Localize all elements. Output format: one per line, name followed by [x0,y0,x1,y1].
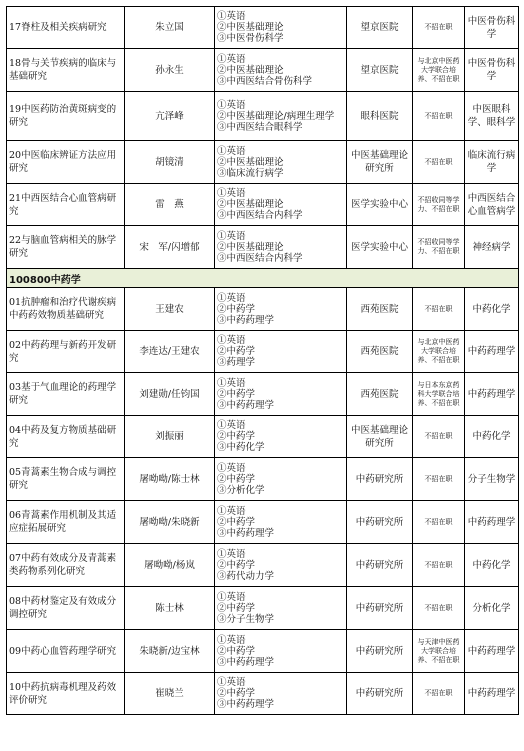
research-direction: 04中药及复方物质基础研究 [7,416,125,458]
discipline: 中药化学 [465,416,519,458]
exam-subject: ①英语 [217,505,246,517]
training-unit: 西苑医院 [347,288,413,331]
exam-subject: ③中药化学 [217,442,265,453]
research-direction: 02中药药理与新药开发研究 [7,331,125,373]
exam-subject: ②中药学 [217,688,256,699]
research-direction: 03基于气血理论的药理学研究 [7,373,125,416]
research-direction: 20中医临床辨证方法应用研究 [7,141,125,184]
training-unit: 中药研究所 [347,544,413,587]
exam-subject: ③分析化学 [217,484,265,496]
remarks: 不招收同等学力、不招在职 [413,184,465,226]
exam-subject: ②中药学 [217,559,256,571]
exam-subject: ①英语 [217,145,246,157]
exam-subject: ①英语 [217,99,246,111]
exam-subject: ③分子生物学 [217,613,275,625]
exam-subjects [215,331,347,373]
tutor-name: 屠呦呦/陈士林 [125,458,215,501]
research-direction: 09中药心血管药理学研究 [7,630,125,673]
remarks: 不招在职 [413,673,465,715]
table-row [7,226,519,269]
exam-subject: ②中药学 [217,645,256,657]
discipline: 神经病学 [465,226,519,269]
discipline: 中药药理学 [465,331,519,373]
tutor-name: 屠呦呦/朱晓新 [125,501,215,544]
training-unit: 中药研究所 [347,673,413,715]
table-row [7,7,519,49]
exam-subject: ①英语 [217,188,246,199]
table-row [7,141,519,184]
exam-subjects [215,501,347,544]
table-row [7,501,519,544]
table-row [7,673,519,715]
exam-subject: ③中医骨伤科学 [217,33,284,44]
table-row [7,184,519,226]
remarks: 不招在职 [413,141,465,184]
discipline: 中药化学 [465,288,519,331]
exam-subjects [215,544,347,587]
exam-subjects [215,630,347,673]
exam-subject: ②中医基础理论 [217,156,284,168]
discipline: 中医骨伤科学 [465,49,519,92]
research-direction: 01抗肿瘤和治疗代谢疾病中药药效物质基础研究 [7,288,125,331]
exam-subject: ①英语 [217,591,246,603]
exam-subject: ③中西医结合内科学 [217,252,303,264]
exam-subject: ②中医基础理论 [217,199,284,210]
discipline: 中医骨伤科学 [465,7,519,49]
exam-subject: ③中西医结合骨伤科学 [217,75,313,87]
exam-subject: ③中西医结合眼科学 [217,121,303,133]
remarks: 不招在职 [413,288,465,331]
exam-subject: ③中药药理学 [217,656,275,668]
exam-subject: ②中医基础理论 [217,241,284,253]
exam-subject: ①英语 [217,230,246,242]
exam-subjects [215,416,347,458]
exam-subject: ①英语 [217,292,246,304]
discipline: 分析化学 [465,587,519,630]
exam-subject: ③中药药理学 [217,314,275,326]
tutor-name: 胡镜清 [125,141,215,184]
tutor-name: 雷 燕 [125,184,215,226]
remarks: 与北京中医药大学联合培养、不招在职 [413,331,465,373]
remarks: 不招在职 [413,587,465,630]
exam-subject: ②中药学 [217,473,256,485]
table-row [7,373,519,416]
exam-subject: ②中医基础理论/病理生理学 [217,110,335,122]
remarks: 不招在职 [413,544,465,587]
exam-subjects [215,226,347,269]
tutor-name: 刘建勋/任钧国 [125,373,215,416]
exam-subjects [215,184,347,226]
training-unit: 西苑医院 [347,373,413,416]
discipline: 分子生物学 [465,458,519,501]
exam-subject: ①英语 [217,462,246,474]
research-direction: 19中医药防治黄斑病变的研究 [7,92,125,141]
remarks: 不招在职 [413,7,465,49]
exam-subject: ①英语 [217,11,246,22]
exam-subject: ①英语 [217,420,246,431]
exam-subject: ①英语 [217,335,246,346]
exam-subjects [215,92,347,141]
research-direction: 07中药有效成分及青蒿素类药物系列化研究 [7,544,125,587]
exam-subject: ②中药学 [217,516,256,528]
table-row [7,49,519,92]
exam-subjects [215,587,347,630]
training-unit: 中药研究所 [347,501,413,544]
section-header-row [7,269,519,288]
training-unit: 中药研究所 [347,587,413,630]
tutor-name: 孙永生 [125,49,215,92]
exam-subject: ②中医基础理论 [217,64,284,76]
exam-subjects [215,373,347,416]
training-unit: 西苑医院 [347,331,413,373]
exam-subject: ③药代动力学 [217,570,275,582]
exam-subject: ②中药学 [217,346,256,357]
exam-subject: ①英语 [217,634,246,646]
training-unit: 中药研究所 [347,458,413,501]
remarks: 不招收同等学力、不招在职 [413,226,465,269]
training-unit: 中医基础理论研究所 [347,141,413,184]
discipline: 中医眼科学、眼科学 [465,92,519,141]
exam-subject: ③中西医结合内科学 [217,210,303,221]
exam-subjects [215,49,347,92]
discipline: 临床流行病学 [465,141,519,184]
exam-subject: ③中药药理学 [217,399,275,411]
remarks: 不招在职 [413,501,465,544]
research-direction: 21中西医结合心血管病研究 [7,184,125,226]
table-row [7,458,519,501]
exam-subject: ③中药药理学 [217,699,275,710]
tutor-name: 李连达/王建农 [125,331,215,373]
research-direction: 06青蒿素作用机制及其适应症拓展研究 [7,501,125,544]
training-unit: 眼科医院 [347,92,413,141]
research-direction: 18骨与关节疾病的临床与基础研究 [7,49,125,92]
exam-subjects [215,673,347,715]
tutor-name: 亢泽峰 [125,92,215,141]
training-unit: 望京医院 [347,7,413,49]
exam-subject: ②中药学 [217,303,256,315]
discipline: 中西医结合心血管病学 [465,184,519,226]
exam-subjects [215,7,347,49]
remarks: 不招在职 [413,92,465,141]
exam-subject: ②中医基础理论 [217,22,284,33]
training-unit: 医学实验中心 [347,184,413,226]
exam-subject: ③药理学 [217,357,256,368]
section-title: 100800中药学 [7,269,519,288]
catalog-table-body [7,7,519,715]
remarks: 不招在职 [413,458,465,501]
table-row [7,92,519,141]
exam-subject: ②中药学 [217,602,256,614]
table-row [7,288,519,331]
table-row [7,416,519,458]
training-unit: 望京医院 [347,49,413,92]
tutor-name: 陈士林 [125,587,215,630]
exam-subject: ①英语 [217,548,246,560]
discipline: 中药化学 [465,544,519,587]
exam-subjects [215,288,347,331]
research-direction: 10中药抗病毒机理及药效评价研究 [7,673,125,715]
research-direction: 17脊柱及相关疾病研究 [7,7,125,49]
exam-subject: ①英语 [217,677,246,688]
tutor-name: 刘振丽 [125,416,215,458]
exam-subject: ②中药学 [217,431,256,442]
exam-subject: ③临床流行病学 [217,167,284,179]
exam-subject: ①英语 [217,377,246,389]
tutor-name: 崔晓兰 [125,673,215,715]
enrollment-catalog-table [6,6,519,715]
discipline: 中药药理学 [465,501,519,544]
remarks: 与北京中医药大学联合培养、不招在职 [413,49,465,92]
exam-subject: ③中药药理学 [217,527,275,539]
table-row [7,630,519,673]
tutor-name: 朱立国 [125,7,215,49]
discipline: 中药药理学 [465,630,519,673]
training-unit: 中医基础理论研究所 [347,416,413,458]
exam-subject: ①英语 [217,53,246,65]
tutor-name: 宋 军/闪增郁 [125,226,215,269]
remarks: 不招在职 [413,416,465,458]
table-row [7,544,519,587]
tutor-name: 朱晓新/边宝林 [125,630,215,673]
exam-subject: ②中药学 [217,388,256,400]
research-direction: 22与脑血管病相关的脉学研究 [7,226,125,269]
research-direction: 05青蒿素生物合成与调控研究 [7,458,125,501]
remarks: 与天津中医药大学联合培养、不招在职 [413,630,465,673]
discipline: 中药药理学 [465,673,519,715]
remarks: 与日本东京药科大学联合培养、不招在职 [413,373,465,416]
exam-subjects [215,458,347,501]
discipline: 中药药理学 [465,373,519,416]
table-row [7,331,519,373]
training-unit: 中药研究所 [347,630,413,673]
research-direction: 08中药材鉴定及有效成分调控研究 [7,587,125,630]
training-unit: 医学实验中心 [347,226,413,269]
tutor-name: 王建农 [125,288,215,331]
exam-subjects [215,141,347,184]
table-row [7,587,519,630]
tutor-name: 屠呦呦/杨岚 [125,544,215,587]
